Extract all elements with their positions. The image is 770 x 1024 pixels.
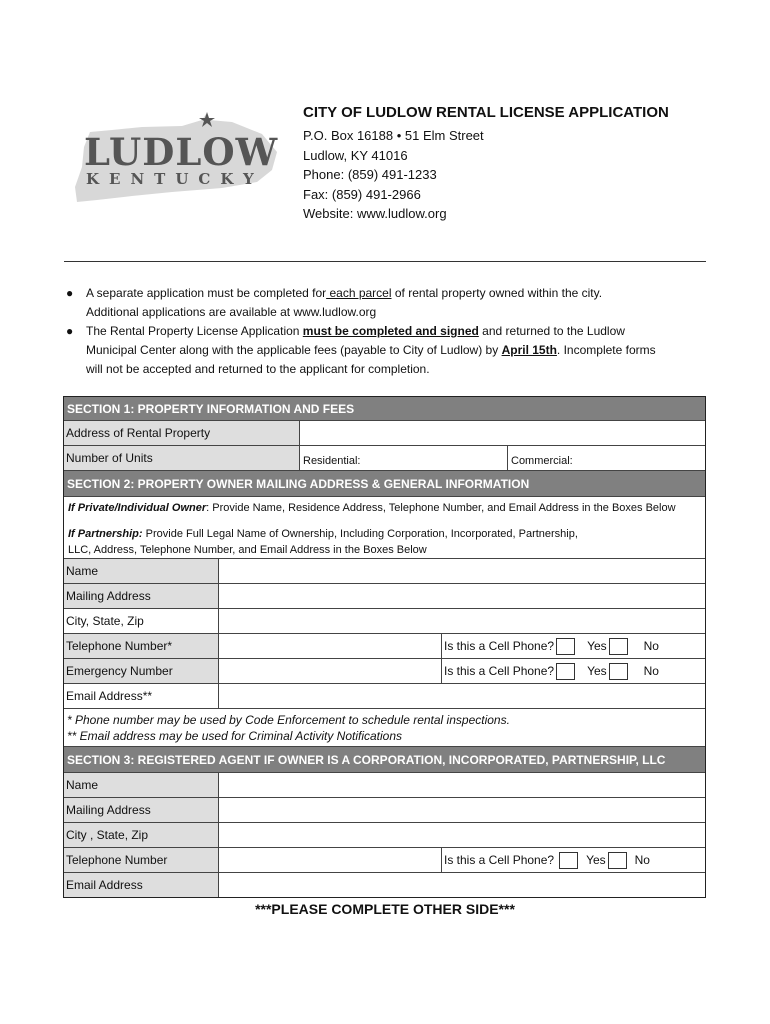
emergency-cell-yes-checkbox[interactable] <box>556 663 575 680</box>
agent-city-label: City , State, Zip <box>64 823 219 847</box>
agent-city-row <box>64 823 705 848</box>
agent-name-label: Name <box>64 773 219 797</box>
ludlow-logo <box>72 112 282 207</box>
agent-mailing-row <box>64 798 705 823</box>
agent-name-field[interactable] <box>219 773 705 797</box>
agent-email-label: Email Address <box>64 873 219 897</box>
owner-name-row <box>64 559 705 584</box>
agent-cell-no-checkbox[interactable] <box>608 852 627 869</box>
owner-mailing-field[interactable] <box>219 584 705 608</box>
agent-mailing-label: Mailing Address <box>64 798 219 822</box>
phone-note: * Phone number may be used by Code Enforcement to schedule rental inspections. <box>67 713 510 727</box>
page-title: CITY OF LUDLOW RENTAL LICENSE APPLICATION <box>303 104 669 121</box>
section-2-notes <box>64 709 705 747</box>
owner-city-label: City, State, Zip <box>64 609 219 633</box>
emergency-cell-no-checkbox[interactable] <box>609 663 628 680</box>
agent-mailing-field[interactable] <box>219 798 705 822</box>
instructions-list <box>64 284 714 379</box>
section-1-header: SECTION 1: PROPERTY INFORMATION AND FEES <box>64 397 705 421</box>
header-divider <box>64 261 706 262</box>
owner-phone-field[interactable] <box>219 634 442 658</box>
owner-phone-label: Telephone Number* <box>64 634 219 658</box>
rental-address-label: Address of Rental Property <box>64 421 300 445</box>
emergency-phone-row <box>64 659 705 684</box>
owner-phone-cell-yes-checkbox[interactable] <box>556 638 575 655</box>
owner-name-label: Name <box>64 559 219 583</box>
logo-kentucky-text: KENTUCKY <box>86 170 264 188</box>
agent-phone-row <box>64 848 705 873</box>
owner-mailing-row <box>64 584 705 609</box>
section-2-instructions: If Private/Individual Owner: Provide Name, Residence Address, Telephone Number, and Email Address in the Boxes Below If Partnership: Provide Full Legal Name of Ownership, Including Corporation, Incorporated, Partnership, LLC, Address, Telephone Number, and Email Address in the Boxes Below <box>64 497 705 559</box>
owner-phone-cell-no-checkbox[interactable] <box>609 638 628 655</box>
rental-address-row <box>64 421 705 446</box>
owner-email-label: Email Address** <box>64 684 219 708</box>
emergency-phone-label: Emergency Number <box>64 659 219 683</box>
address-line-2: Ludlow, KY 41016 <box>303 147 408 163</box>
owner-email-field[interactable] <box>219 684 705 708</box>
agent-city-field[interactable] <box>219 823 705 847</box>
complete-other-side-notice: ***PLEASE COMPLETE OTHER SIDE*** <box>255 901 515 917</box>
owner-phone-cell-question: Is this a Cell Phone? Yes No <box>444 639 659 653</box>
agent-name-row <box>64 773 705 798</box>
instruction-item-1: ● A separate application must be completed for each parcel of rental property owned within the city. Additional applications are available at www.ludlow.org <box>66 286 603 319</box>
application-form <box>63 396 706 898</box>
rental-address-field[interactable] <box>300 421 705 445</box>
fax-line: Fax: (859) 491-2966 <box>303 186 421 202</box>
section-2-header: SECTION 2: PROPERTY OWNER MAILING ADDRESS & GENERAL INFORMATION <box>64 471 705 497</box>
residential-units-field[interactable]: Residential: <box>300 446 508 470</box>
address-line-1: P.O. Box 16188 • 51 Elm Street <box>303 128 484 143</box>
units-label: Number of Units <box>64 446 300 470</box>
agent-cell-question: Is this a Cell Phone? Yes No <box>444 853 650 867</box>
agent-email-field[interactable] <box>219 873 705 897</box>
emergency-cell-question: Is this a Cell Phone? Yes No <box>444 664 659 678</box>
owner-city-field[interactable] <box>219 609 705 633</box>
bullet-icon: ● <box>66 324 74 338</box>
header-block <box>303 104 669 224</box>
bullet-icon: ● <box>66 286 74 300</box>
commercial-units-field[interactable]: Commercial: <box>511 455 573 467</box>
owner-city-row <box>64 609 705 634</box>
agent-email-row <box>64 873 705 897</box>
units-row <box>64 446 705 471</box>
section-3-header: SECTION 3: REGISTERED AGENT IF OWNER IS A CORPORATION, INCORPORATED, PARTNERSHIP, LLC <box>64 747 705 773</box>
instruction-item-2: ● The Rental Property License Application must be completed and signed and returned to the Ludlow Municipal Center along with the applicable fees (payable to City of Ludlow) by April 15th. Incomplete forms will not be accepted and returned to the applicant for completion. <box>66 324 656 376</box>
owner-email-row <box>64 684 705 709</box>
website-line: Website: www.ludlow.org <box>303 206 447 222</box>
emergency-phone-field[interactable] <box>219 659 442 683</box>
email-note: ** Email address may be used for Criminal Activity Notifications <box>67 729 403 743</box>
phone-line: Phone: (859) 491-1233 <box>303 167 437 183</box>
agent-phone-label: Telephone Number <box>64 848 219 872</box>
owner-phone-row <box>64 634 705 659</box>
owner-mailing-label: Mailing Address <box>64 584 219 608</box>
logo-ludlow-text: LUDLOW <box>84 130 279 174</box>
owner-name-field[interactable] <box>219 559 705 583</box>
agent-cell-yes-checkbox[interactable] <box>559 852 578 869</box>
agent-phone-field[interactable] <box>219 848 442 872</box>
